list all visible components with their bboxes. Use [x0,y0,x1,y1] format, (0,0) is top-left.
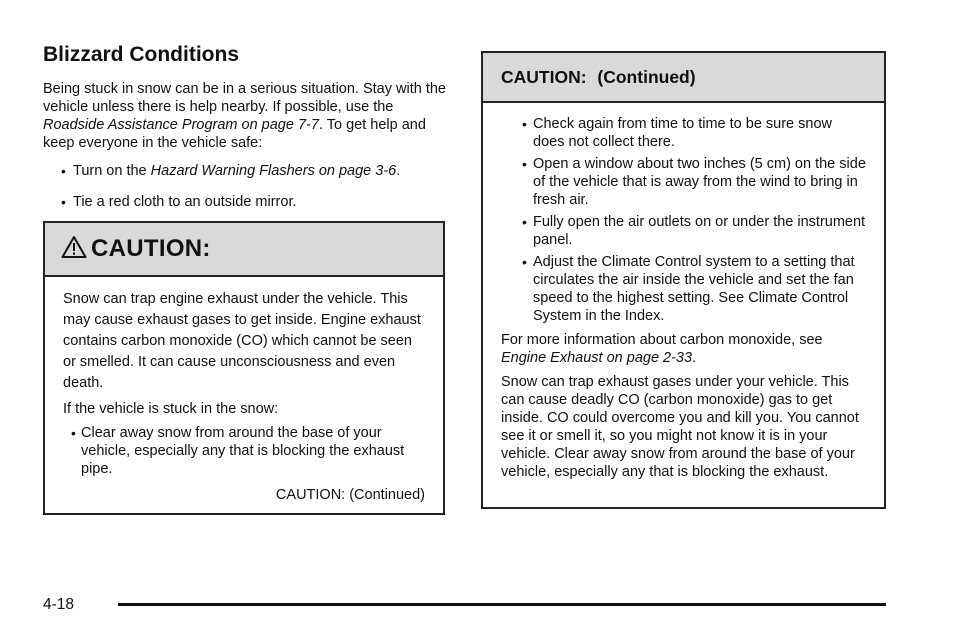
carbon-monoxide-reference: For more information about carbon monoxide, see Engine Exhaust on page 2-33. [501,332,823,366]
bullet-text: Check again from time to time to be sure snow does not collect there. [533,116,832,150]
footer-rule [118,603,886,606]
blizzard-section [43,42,448,224]
bullet-icon: • [61,163,66,179]
caution-box [43,221,445,515]
list-item [43,162,448,180]
page-number: 4-18 [43,596,75,613]
exhaust-warning-paragraph: Snow can trap exhaust gases under your vehicle. This can cause deadly CO (carbon monoxide) gas to get inside. CO could overcome you and kill you. You cannot see it or smell it, so you might not know it is in your vehicle. Clear away snow from around the base of your vehicle, especially any that is blocking the exhaust. [501,374,859,480]
bullet-icon: • [522,156,527,172]
intro-text: Being stuck in snow can be in a serious situation. Stay with the vehicle unless there is help nearby. If possible, use the [43,81,446,115]
caution-paragraph: Snow can trap engine exhaust under the vehicle. This may cause exhaust gases to get inside. Engine exhaust contains carbon monoxide (CO) which cannot be seen or smelled. It can cause unconsciousness and even death. [63,291,421,391]
list-item [501,253,866,325]
intro-text-end: . To get help and keep everyone in the vehicle safe: [43,117,426,151]
list-item [43,193,448,211]
caution-list [63,424,425,478]
list-item [501,213,866,249]
list-item [501,155,866,209]
caution-title: CAUTION: [91,235,211,262]
safety-steps-list [43,162,448,211]
caution-continued-body [483,103,884,481]
caution-paragraph: If the vehicle is stuck in the snow: [63,401,279,417]
bullet-text: Open a window about two inches (5 cm) on the side of the vehicle that is away from the wind to bring in fresh air. [533,156,866,208]
engine-exhaust-link[interactable]: Engine Exhaust on page 2-33 [501,350,693,366]
bullet-icon: • [522,116,527,132]
section-heading: Blizzard Conditions [43,43,239,66]
bullet-text: Adjust the Climate Control system to a setting that circulates the air inside the vehicle and set the fan speed to the highest setting. See Climate Control System in the Index. [533,254,855,324]
caution-header [45,223,443,277]
caution-body [45,277,443,504]
hazard-flashers-link[interactable]: Hazard Warning Flashers on page 3-6 [150,163,397,179]
bullet-icon: • [522,254,527,270]
intro-paragraph [43,80,448,152]
list-item [501,115,866,151]
caution-continued-header [483,53,884,103]
list-item [63,424,425,478]
caution-continued-list [501,115,866,325]
bullet-icon: • [61,194,66,210]
bullet-icon: • [522,214,527,230]
bullet-text: Clear away snow from around the base of your vehicle, especially any that is blocking the exhaust pipe. [81,425,405,477]
warning-triangle-icon [61,235,87,259]
caution-continued-box [481,51,886,509]
bullet-icon: • [71,425,76,441]
bullet-text: Turn on the Hazard Warning Flashers on page 3-6. [73,163,401,179]
bullet-text: Fully open the air outlets on or under the instrument panel. [533,214,866,248]
caution-continued-title: CAUTION: (Continued) [501,66,696,87]
continued-label: CAUTION: (Continued) [275,487,425,503]
bullet-text: Tie a red cloth to an outside mirror. [73,194,297,210]
roadside-assistance-link[interactable]: Roadside Assistance Program on page 7-7 [43,117,319,133]
